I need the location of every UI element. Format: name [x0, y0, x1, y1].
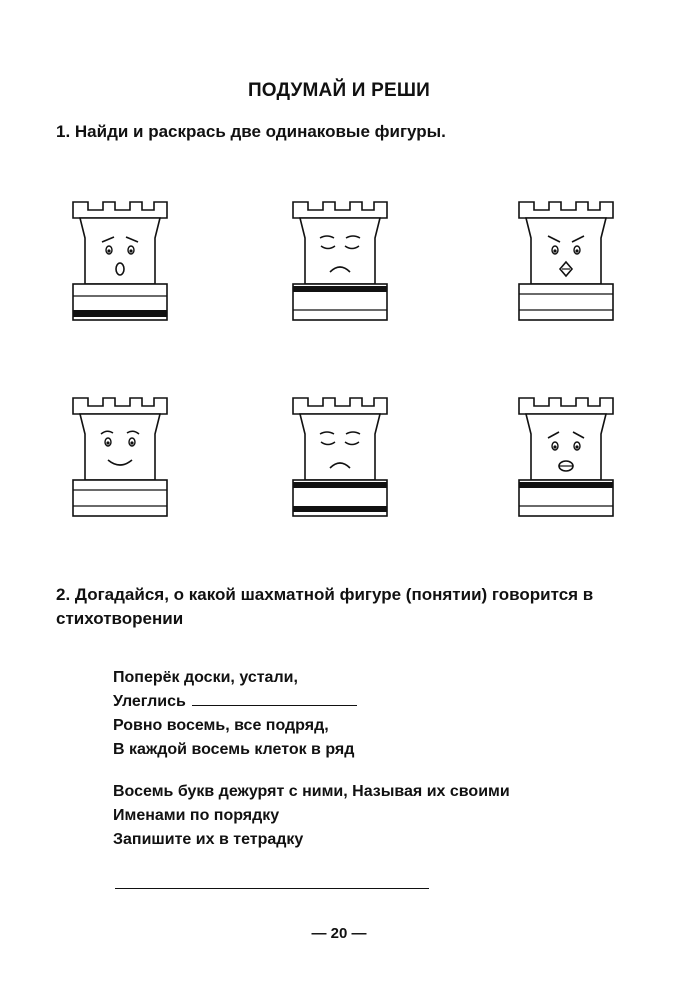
rook-figure-5[interactable]	[290, 394, 390, 518]
rook-figure-3[interactable]	[516, 198, 616, 322]
poem-line: В каждой восемь клеток в ряд	[113, 741, 355, 758]
rook-icon	[70, 198, 170, 322]
rook-figure-6[interactable]	[516, 394, 616, 518]
poem-stanza-2	[113, 780, 633, 852]
task-2-instruction: 2. Догадайся, о какой шахматной фигуре (понятии) говорится в стихотворении	[56, 585, 594, 628]
answer-line[interactable]	[115, 888, 429, 889]
poem-line-with-blank	[113, 690, 633, 714]
rook-icon	[290, 394, 390, 518]
task-1-instruction: 1. Найди и раскрась две одинаковые фигуры.	[56, 122, 446, 141]
rook-icon	[516, 198, 616, 322]
answer-blank-inline[interactable]	[192, 691, 357, 706]
rook-icon	[70, 394, 170, 518]
poem-line: Поперёк доски, устали,	[113, 669, 298, 686]
rook-figure-2[interactable]	[290, 198, 390, 322]
page-title: ПОДУМАЙ И РЕШИ	[247, 80, 431, 101]
rook-figure-4[interactable]	[70, 394, 170, 518]
page-number: — 20 —	[311, 925, 367, 942]
rook-figure-1[interactable]	[70, 198, 170, 322]
rook-icon	[290, 198, 390, 322]
poem-line-text: Улеглись	[113, 693, 186, 710]
poem-line: Ровно восемь, все подряд,	[113, 717, 329, 734]
poem-line: Восемь букв дежурят с ними, Называя их своими	[113, 783, 510, 800]
rook-icon	[516, 394, 616, 518]
poem-line: Именами по порядку	[113, 807, 280, 824]
poem-stanza-1	[113, 666, 633, 762]
poem-line: Запишите их в тетрадку	[113, 831, 304, 848]
